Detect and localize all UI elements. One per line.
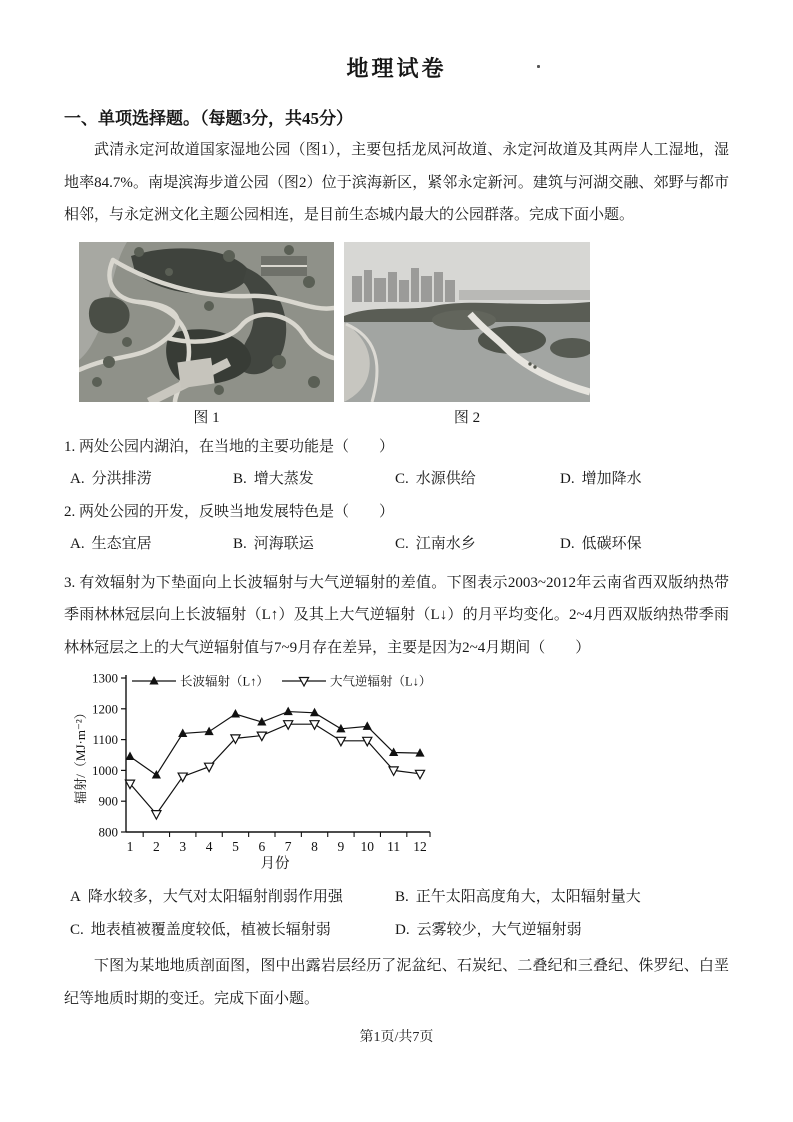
svg-text:7: 7 <box>284 839 292 854</box>
option-label: A <box>70 889 81 905</box>
svg-text:8: 8 <box>311 839 318 854</box>
option-text: 增大蒸发 <box>253 471 314 487</box>
svg-text:2: 2 <box>152 839 160 854</box>
figure-2 <box>344 242 590 429</box>
q1-option-d <box>560 463 729 496</box>
q3-option-c <box>70 914 395 947</box>
option-text: 分洪排涝 <box>91 471 152 487</box>
q1-option-a <box>70 463 233 496</box>
svg-text:800: 800 <box>98 824 118 840</box>
q3-option-b <box>395 881 729 914</box>
figure2-caption: 图 2 <box>453 409 481 426</box>
svg-text:1: 1 <box>126 839 134 854</box>
section-heading: 一、单项选择题。（每题3分，共45分） <box>64 109 353 128</box>
option-label: B. <box>233 471 247 487</box>
q1-option-b <box>233 463 395 496</box>
question-1-options <box>64 463 729 496</box>
question-3-stem: 3. 有效辐射为下垫面向上长波辐射与大气逆辐射的差值。下图表示2003~2012年云南省西双版纳热带季雨林林冠层向上长波辐射（L↑）及其上大气逆辐射（L↓）的月平均变化。2~4月西双版纳热带季雨林林冠层之上的大气逆辐射值与7~9月存在差异，主要是因为2~4月期间（ ） <box>64 574 729 656</box>
option-label: A. <box>70 536 85 552</box>
option-label: A. <box>70 471 85 487</box>
option-label: C. <box>395 536 409 552</box>
svg-text:4: 4 <box>205 839 213 854</box>
svg-text:1200: 1200 <box>92 701 118 717</box>
svg-text:1000: 1000 <box>92 762 118 778</box>
svg-text:6: 6 <box>258 839 266 854</box>
option-text: 降水较多，大气对太阳辐射削弱作用强 <box>87 889 343 905</box>
option-text: 河海联运 <box>253 536 314 552</box>
svg-text:大气逆辐射（L↓）: 大气逆辐射（L↓） <box>330 674 432 689</box>
option-text: 生态宜居 <box>91 536 152 552</box>
scan-artifact-dot <box>537 65 540 68</box>
question-1-stem: 1. 两处公园内湖泊，在当地的主要功能是（ ） <box>64 438 395 455</box>
question-2-options <box>64 528 729 561</box>
q2-option-d <box>560 528 729 561</box>
option-text: 云雾较少，大气逆辐射弱 <box>416 921 582 938</box>
svg-text:3: 3 <box>179 839 187 854</box>
option-text: 正午太阳高度角大，太阳辐射量大 <box>415 889 641 905</box>
option-label: C. <box>70 921 84 938</box>
figure-1 <box>79 242 334 429</box>
option-label: C. <box>395 471 409 487</box>
svg-text:长波辐射（L↑）: 长波辐射（L↑） <box>180 674 269 689</box>
option-text: 增加降水 <box>581 471 642 487</box>
question-2-stem: 2. 两处公园的开发，反映当地发展特色是（ ） <box>64 503 395 520</box>
svg-text:1300: 1300 <box>92 670 118 686</box>
svg-text:辐射/（MJ·m⁻²）: 辐射/（MJ·m⁻²） <box>73 706 88 804</box>
svg-text:月份: 月份 <box>260 856 290 870</box>
q2-option-a <box>70 528 233 561</box>
option-label: D. <box>560 471 575 487</box>
svg-text:5: 5 <box>232 839 239 854</box>
option-label: D. <box>395 921 410 938</box>
figure1-caption: 图 1 <box>193 409 220 426</box>
figure-row <box>79 242 729 429</box>
intro-paragraph: 武清永定河故道国家湿地公园（图1），主要包括龙凤河故道、永定河故道及其两岸人工湿地，湿地率84.7%。南堤滨海步道公园（图2）位于滨海新区，紧邻永定新河。建筑与河湖交融、郊野与都市相邻，与永定洲文化主题公园相连，是目前生态城内最大的公园群落。完成下面小题。 <box>64 142 729 223</box>
radiation-line-chart <box>72 668 446 870</box>
svg-text:11: 11 <box>387 839 401 854</box>
page-title: 地理试卷 <box>346 56 447 81</box>
svg-text:12: 12 <box>413 839 427 854</box>
option-label: D. <box>560 536 575 552</box>
radiation-chart-block <box>72 668 729 875</box>
svg-text:10: 10 <box>360 839 375 854</box>
q2-option-b <box>233 528 395 561</box>
q1-option-c <box>395 463 560 496</box>
figure2-waterfront-park-photo <box>344 242 590 402</box>
option-text: 水源供给 <box>415 471 476 487</box>
q3-option-a <box>70 881 395 914</box>
svg-text:900: 900 <box>98 793 118 809</box>
question-3-options <box>64 881 729 946</box>
page-number: 第1页/共7页 <box>359 1030 434 1045</box>
svg-text:1100: 1100 <box>92 732 118 748</box>
option-text: 地表植被覆盖度较低，植被长辐射弱 <box>90 921 331 938</box>
figure1-aerial-park-photo <box>79 242 334 402</box>
option-text: 低碳环保 <box>581 536 642 552</box>
option-text: 江南水乡 <box>415 536 476 552</box>
q2-option-c <box>395 528 560 561</box>
geology-intro-paragraph: 下图为某地地质剖面图，图中出露岩层经历了泥盆纪、石炭纪、二叠纪和三叠纪、侏罗纪、白垩纪等地质时期的变迁。完成下面小题。 <box>64 958 729 1007</box>
q3-option-d <box>395 914 729 947</box>
option-label: B. <box>395 889 409 905</box>
option-label: B. <box>233 536 247 552</box>
svg-text:9: 9 <box>337 839 345 854</box>
